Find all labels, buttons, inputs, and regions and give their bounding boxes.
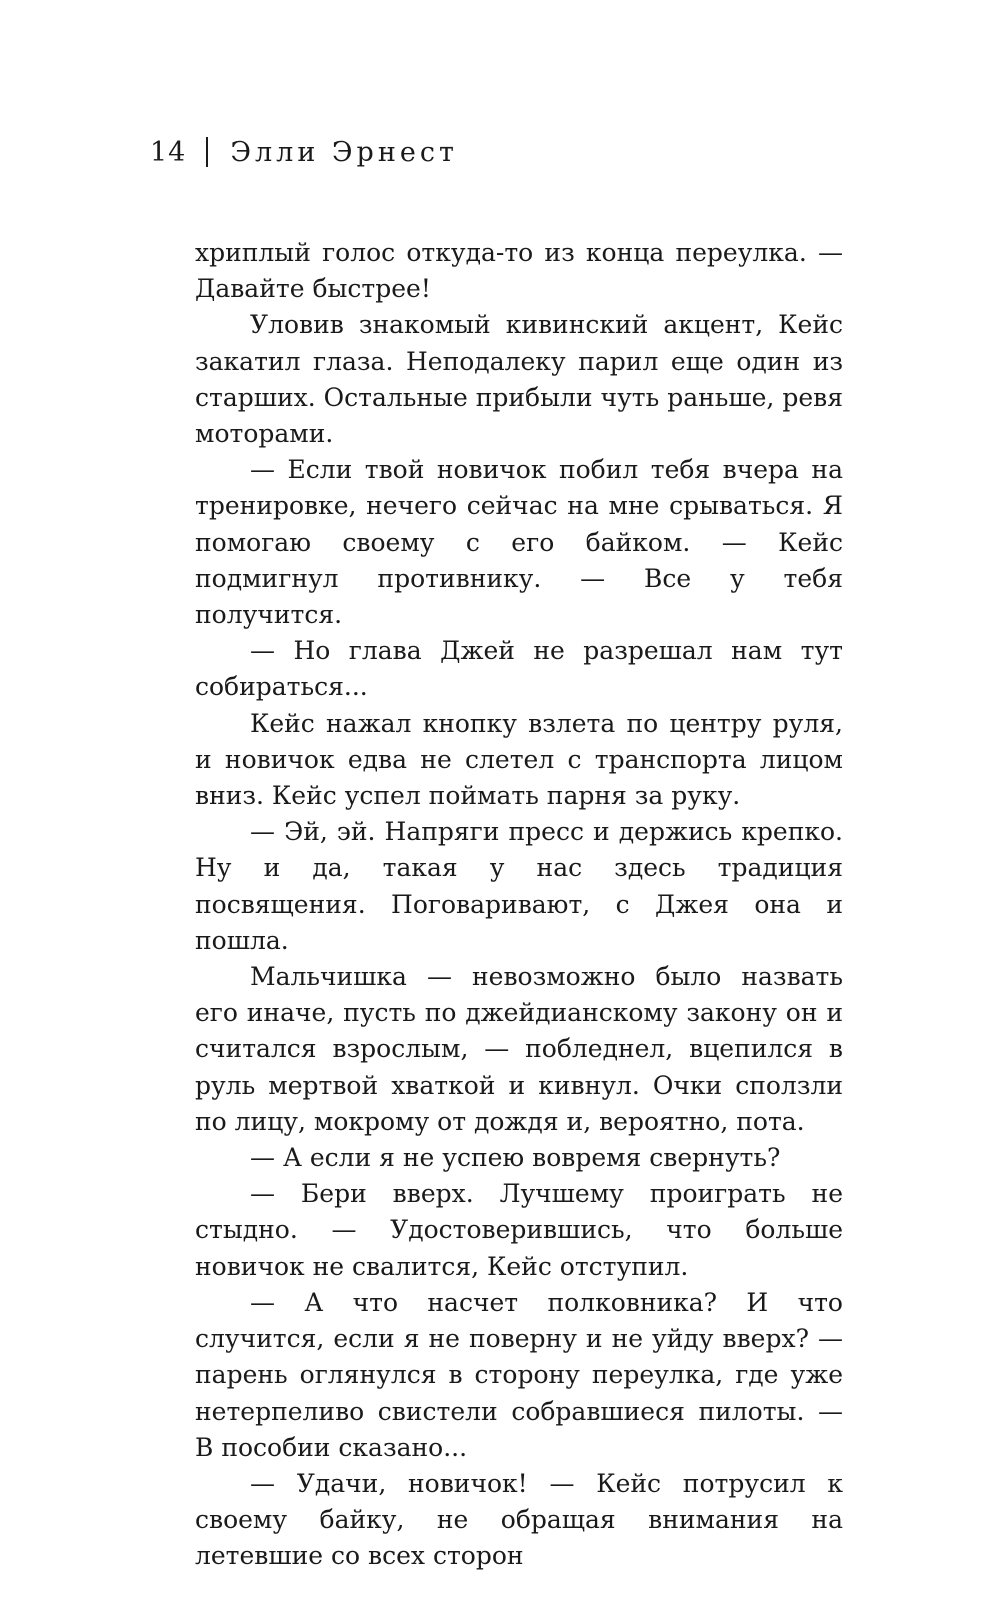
- paragraph-4: — Но глава Джей не разрешал нам тут собираться...: [195, 636, 843, 702]
- paragraph-3: — Если твой новичок побил тебя вчера на тренировке, нечего сейчас на мне срываться. Я помогаю своему с его байком. — Кейс подмигнул противнику. — Все у тебя получится.: [195, 455, 843, 630]
- paragraph-2: Уловив знакомый кивинский акцент, Кейс закатил глаза. Неподалеку парил еще один из старших. Остальные прибыли чуть раньше, ревя моторами.: [195, 310, 843, 449]
- page-number: 14: [150, 136, 187, 168]
- paragraph-6: — Эй, эй. Напряги пресс и держись крепко. Ну и да, такая у нас здесь традиция посвящения. Поговаривают, с Джея она и пошла.: [195, 817, 843, 955]
- header-author: Элли Эрнест: [230, 136, 458, 168]
- paragraph-11: — Удачи, новичок! — Кейс потрусил к своему байку, не обращая внимания на летевшие со всех сторон: [195, 1468, 843, 1571]
- paragraph-8: — А если я не успею вовремя свернуть?: [250, 1143, 781, 1173]
- paragraph-9: — Бери вверх. Лучшему проиграть не стыдно. — Удостоверившись, что больше новичок не свалится, Кейс отступил.: [195, 1179, 843, 1281]
- body-text: [195, 235, 843, 1575]
- paragraph-7: Мальчишка — невозможно было назвать его иначе, пусть по джейдианскому закону он и считался взрослым, — побледнел, вцепился в руль мертвой хваткой и кивнул. Очки сползли по лицу, мокрому от дождя и, вероятно, пота.: [195, 962, 843, 1136]
- paragraph-5: Кейс нажал кнопку взлета по центру руля, и новичок едва не слетел с транспорта лицом вниз. Кейс успел поймать парня за руку.: [195, 708, 843, 811]
- header-divider: [206, 137, 208, 167]
- paragraph-10: — А что насчет полковника? И что случится, если я не поверну и не уйду вверх? — парень оглянулся в сторону переулка, где уже нетерпеливо свистели собравшиеся пилоты. — В пособии сказано...: [195, 1287, 843, 1462]
- running-header: [150, 132, 458, 172]
- paragraph-1: хриплый голос откуда-то из конца переулка. — Давайте быстрее!: [195, 238, 843, 304]
